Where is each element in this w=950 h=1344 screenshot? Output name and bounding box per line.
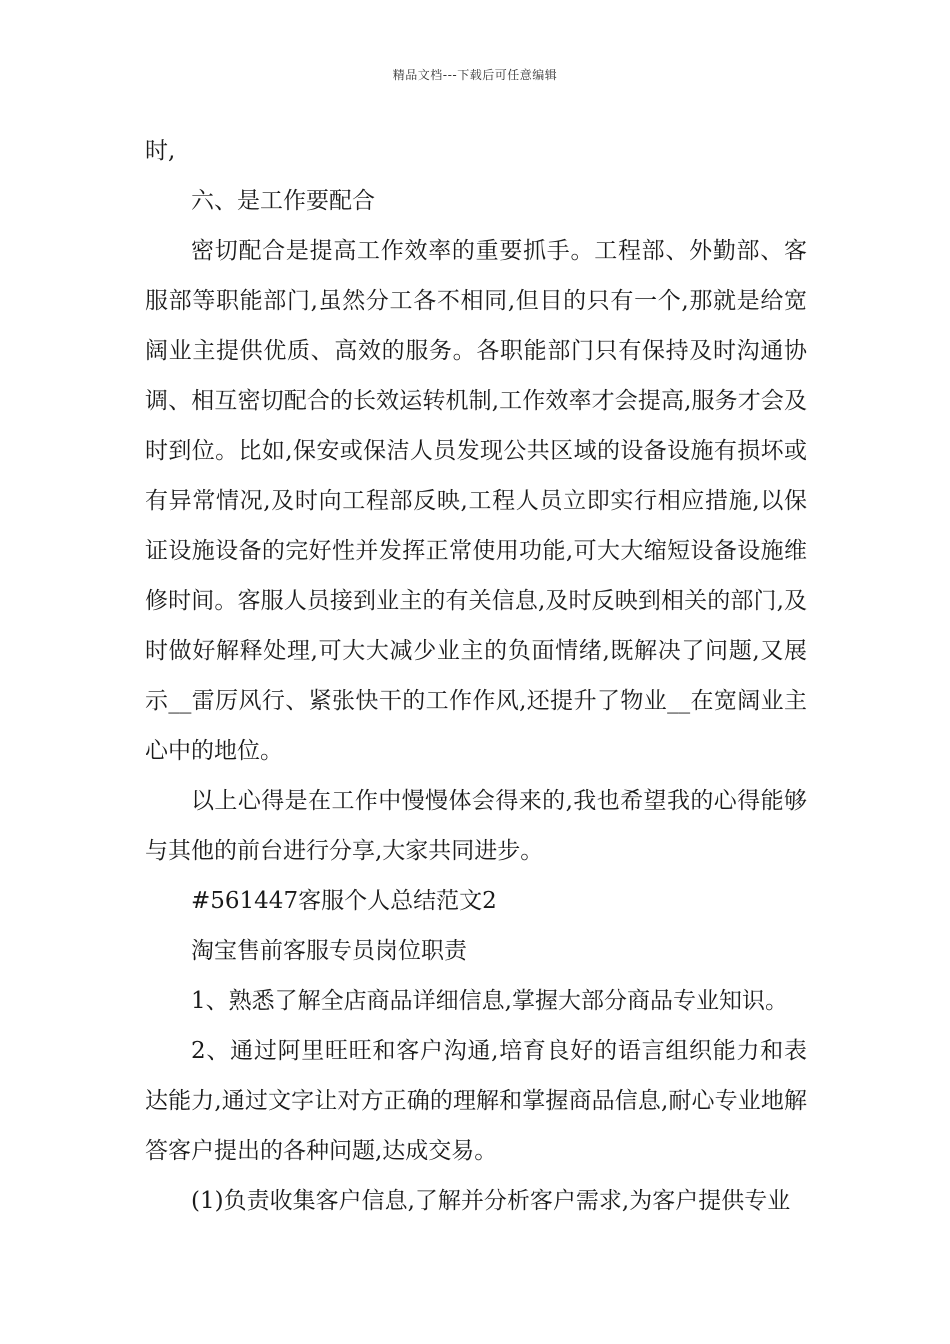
section-heading: 淘宝售前客服专员岗位职责	[191, 938, 467, 964]
list-item: 1、熟悉了解全店商品详细信息,掌握大部分商品专业知识。	[191, 988, 788, 1014]
section-heading: 六、是工作要配合	[191, 188, 375, 214]
paragraph: 以上心得是在工作中慢慢体会得来的,我也希望我的心得能够与其他的前台进行分享,大家共同进步。	[145, 788, 807, 864]
document-title: #561447客服个人总结范文2	[191, 888, 497, 914]
list-item: (1)负责收集客户信息,了解并分析客户需求,为客户提供专业	[191, 1188, 791, 1214]
paragraph: 密切配合是提高工作效率的重要抓手。工程部、外勤部、客服部等职能部门,虽然分工各不相同,但目的只有一个,那就是给宽阔业主提供优质、高效的服务。各职能部门只有保持及时沟通协调、相互密切配合的长效运转机制,工作效率才会提高,服务才会及时到位。比如,保安或保洁人员发现公共区域的设备设施有损坏或有异常情况,及时向工程部反映,工程人员立即实行相应措施,以保证设施设备的完好性并发挥正常使用功能,可大大缩短设备设施维修时间。客服人员接到业主的有关信息,及时反映到相关的部门,及时做好解释处理,可大大减少业主的负面情绪,既解决了问题,又展示__雷厉风行、紧张快干的工作作风,还提升了物业__在宽阔业主心中的地位。	[145, 238, 807, 764]
paragraph: 时,	[145, 138, 176, 164]
page-header: 精品文档---下载后可任意编辑	[392, 68, 558, 82]
document-body	[145, 126, 807, 1226]
list-item: 2、通过阿里旺旺和客户沟通,培育良好的语言组织能力和表达能力,通过文字让对方正确的理解和掌握商品信息,耐心专业地解答客户提出的各种问题,达成交易。	[145, 1038, 807, 1164]
